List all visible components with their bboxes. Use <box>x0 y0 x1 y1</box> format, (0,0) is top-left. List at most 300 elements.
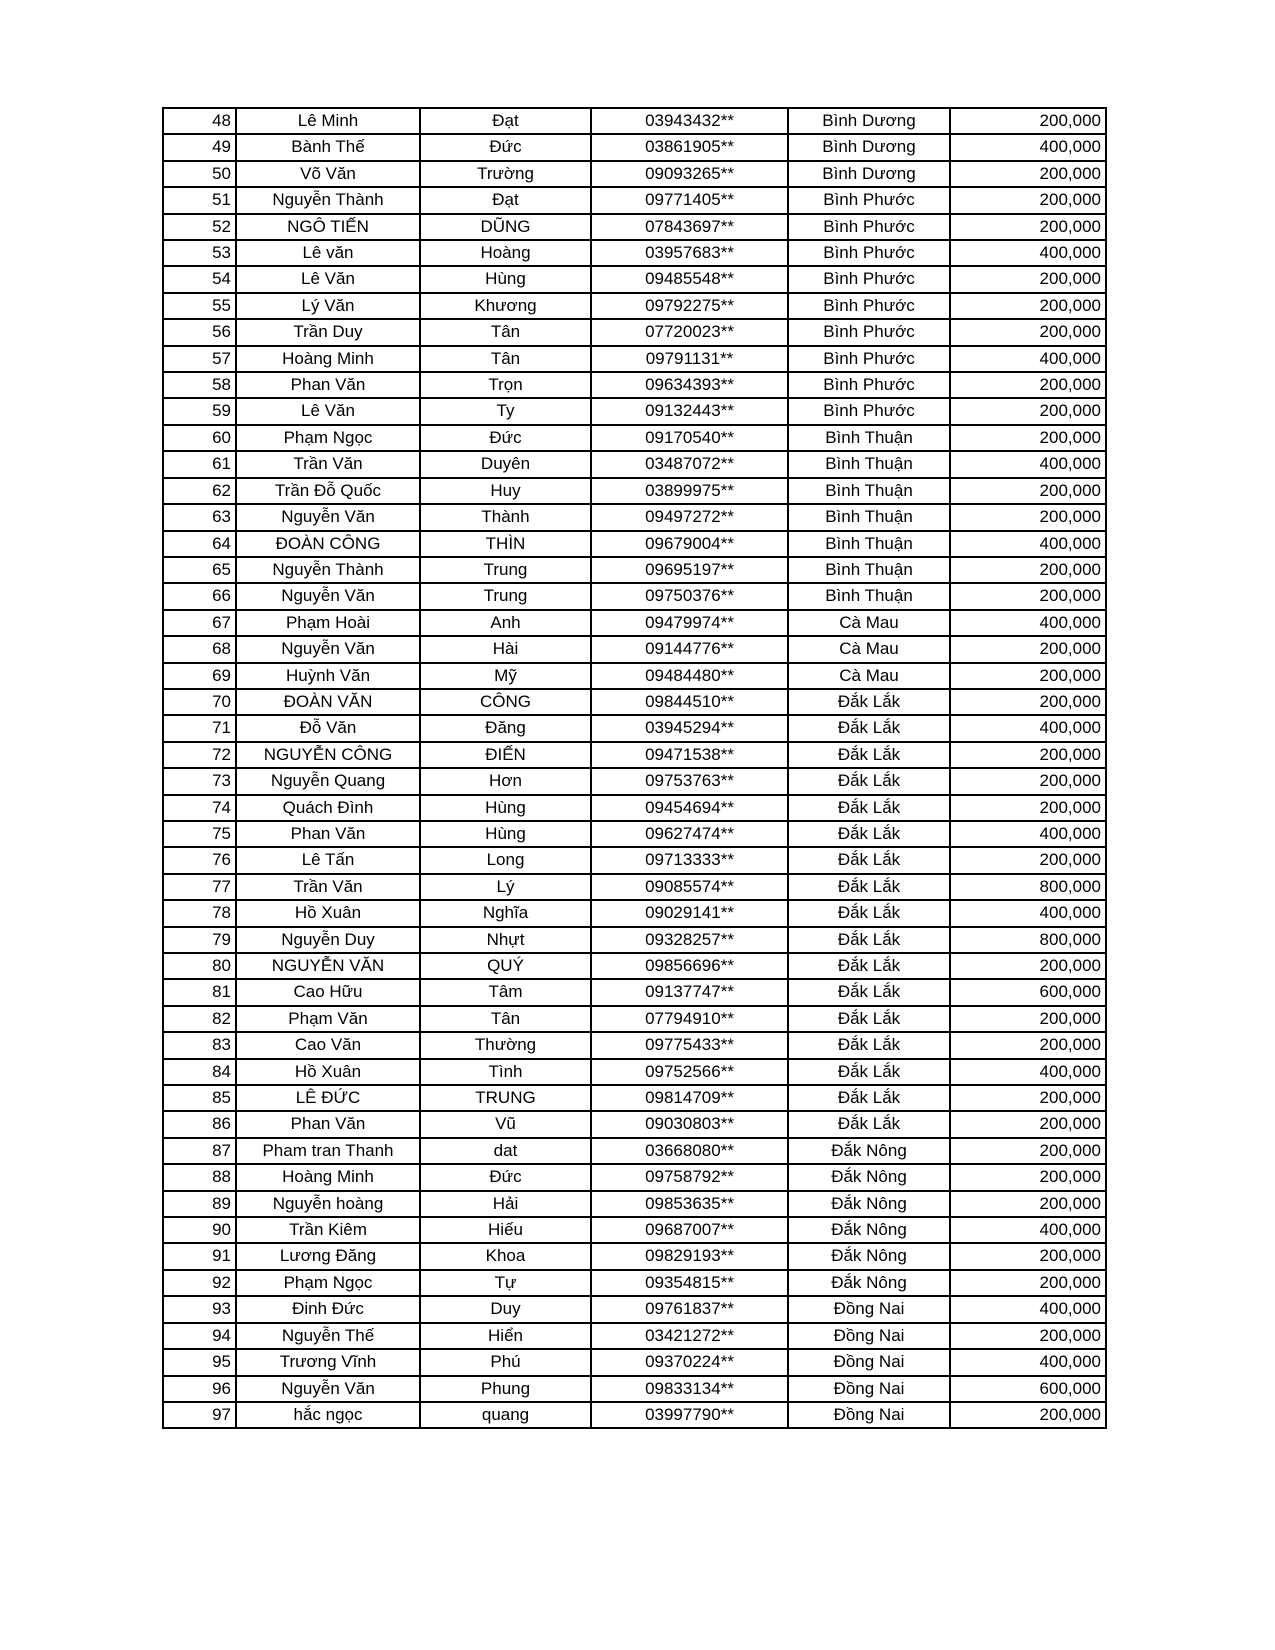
table-row <box>163 161 1106 187</box>
cell-stt: 53 <box>163 240 236 266</box>
cell-stt: 79 <box>163 927 236 953</box>
cell-ten: THÌN <box>420 531 591 557</box>
table-row <box>163 795 1106 821</box>
cell-ten: Hải <box>420 1191 591 1217</box>
cell-phone: 09752566** <box>591 1059 788 1085</box>
cell-ho: Phan Văn <box>236 821 420 847</box>
cell-province: Đắk Lắk <box>788 847 950 873</box>
cell-province: Đắk Lắk <box>788 927 950 953</box>
cell-stt: 95 <box>163 1349 236 1375</box>
cell-ten: Đức <box>420 134 591 160</box>
table-row <box>163 1032 1106 1058</box>
cell-province: Bình Phước <box>788 346 950 372</box>
table-row <box>163 319 1106 345</box>
cell-province: Bình Thuận <box>788 504 950 530</box>
cell-stt: 64 <box>163 531 236 557</box>
cell-province: Đắk Lắk <box>788 900 950 926</box>
cell-amount: 200,000 <box>950 742 1106 768</box>
cell-amount: 200,000 <box>950 953 1106 979</box>
cell-phone: 03899975** <box>591 478 788 504</box>
cell-province: Bình Thuận <box>788 531 950 557</box>
cell-amount: 200,000 <box>950 636 1106 662</box>
cell-phone: 03945294** <box>591 715 788 741</box>
cell-amount: 200,000 <box>950 1032 1106 1058</box>
cell-ho: Phan Văn <box>236 372 420 398</box>
cell-stt: 62 <box>163 478 236 504</box>
cell-amount: 200,000 <box>950 425 1106 451</box>
cell-province: Bình Phước <box>788 266 950 292</box>
cell-amount: 200,000 <box>950 1323 1106 1349</box>
cell-stt: 82 <box>163 1006 236 1032</box>
cell-ho: Hồ Xuân <box>236 1059 420 1085</box>
cell-ho: Lê Văn <box>236 266 420 292</box>
table-row <box>163 531 1106 557</box>
cell-ho: Nguyễn Thành <box>236 557 420 583</box>
cell-ho: NGÔ TIẾN <box>236 214 420 240</box>
cell-amount: 200,000 <box>950 795 1106 821</box>
cell-stt: 92 <box>163 1270 236 1296</box>
cell-ten: Đạt <box>420 108 591 134</box>
cell-ho: Hoàng Minh <box>236 346 420 372</box>
table-row <box>163 610 1106 636</box>
table-row <box>163 266 1106 292</box>
cell-phone: 03421272** <box>591 1323 788 1349</box>
cell-phone: 09328257** <box>591 927 788 953</box>
cell-ho: Phan Văn <box>236 1111 420 1137</box>
cell-ho: Phạm Văn <box>236 1006 420 1032</box>
cell-stt: 90 <box>163 1217 236 1243</box>
cell-stt: 51 <box>163 187 236 213</box>
cell-ten: Phung <box>420 1376 591 1402</box>
cell-phone: 09695197** <box>591 557 788 583</box>
cell-amount: 200,000 <box>950 689 1106 715</box>
cell-stt: 86 <box>163 1111 236 1137</box>
cell-stt: 48 <box>163 108 236 134</box>
cell-ten: Duyên <box>420 451 591 477</box>
cell-phone: 09792275** <box>591 293 788 319</box>
cell-ho: Phạm Ngọc <box>236 425 420 451</box>
cell-stt: 68 <box>163 636 236 662</box>
cell-stt: 85 <box>163 1085 236 1111</box>
cell-ho: Nguyễn Văn <box>236 504 420 530</box>
cell-province: Bình Phước <box>788 398 950 424</box>
cell-stt: 75 <box>163 821 236 847</box>
cell-province: Cà Mau <box>788 610 950 636</box>
table-row <box>163 900 1106 926</box>
cell-province: Đồng Nai <box>788 1323 950 1349</box>
cell-stt: 81 <box>163 979 236 1005</box>
cell-province: Bình Dương <box>788 161 950 187</box>
cell-stt: 74 <box>163 795 236 821</box>
cell-ho: Trần Duy <box>236 319 420 345</box>
cell-amount: 200,000 <box>950 266 1106 292</box>
cell-ho: Cao Văn <box>236 1032 420 1058</box>
cell-ten: Hùng <box>420 795 591 821</box>
table-row <box>163 293 1106 319</box>
cell-amount: 400,000 <box>950 1349 1106 1375</box>
table-row <box>163 1376 1106 1402</box>
cell-phone: 03943432** <box>591 108 788 134</box>
cell-province: Cà Mau <box>788 636 950 662</box>
cell-amount: 200,000 <box>950 1111 1106 1137</box>
cell-amount: 200,000 <box>950 319 1106 345</box>
cell-amount: 200,000 <box>950 1006 1106 1032</box>
cell-amount: 200,000 <box>950 398 1106 424</box>
cell-phone: 09484480** <box>591 663 788 689</box>
cell-ten: Mỹ <box>420 663 591 689</box>
cell-phone: 09497272** <box>591 504 788 530</box>
cell-province: Đắk Nông <box>788 1243 950 1269</box>
cell-stt: 63 <box>163 504 236 530</box>
cell-ho: Lý Văn <box>236 293 420 319</box>
cell-province: Đắk Lắk <box>788 715 950 741</box>
cell-phone: 07843697** <box>591 214 788 240</box>
cell-ten: Phú <box>420 1349 591 1375</box>
cell-ho: Trần Kiêm <box>236 1217 420 1243</box>
table-row <box>163 1059 1106 1085</box>
cell-phone: 03997790** <box>591 1402 788 1428</box>
cell-amount: 200,000 <box>950 1243 1106 1269</box>
cell-stt: 65 <box>163 557 236 583</box>
cell-ho: Trần Đỗ Quốc <box>236 478 420 504</box>
cell-phone: 03668080** <box>591 1138 788 1164</box>
cell-phone: 09479974** <box>591 610 788 636</box>
cell-phone: 09471538** <box>591 742 788 768</box>
cell-ten: Tâm <box>420 979 591 1005</box>
table-row <box>163 1349 1106 1375</box>
table-row <box>163 478 1106 504</box>
cell-phone: 09093265** <box>591 161 788 187</box>
cell-amount: 600,000 <box>950 979 1106 1005</box>
cell-stt: 50 <box>163 161 236 187</box>
cell-ho: Phạm Hoài <box>236 610 420 636</box>
cell-ten: Đạt <box>420 187 591 213</box>
cell-stt: 83 <box>163 1032 236 1058</box>
table-row <box>163 1111 1106 1137</box>
cell-province: Đắk Lắk <box>788 768 950 794</box>
table-body <box>163 108 1106 1428</box>
cell-stt: 76 <box>163 847 236 873</box>
cell-province: Đắk Lắk <box>788 874 950 900</box>
cell-ten: Đức <box>420 425 591 451</box>
cell-phone: 09856696** <box>591 953 788 979</box>
cell-stt: 93 <box>163 1296 236 1322</box>
cell-phone: 09687007** <box>591 1217 788 1243</box>
cell-ten: Anh <box>420 610 591 636</box>
cell-ten: Thường <box>420 1032 591 1058</box>
cell-amount: 800,000 <box>950 874 1106 900</box>
cell-phone: 09771405** <box>591 187 788 213</box>
table-row <box>163 346 1106 372</box>
table-row <box>163 768 1106 794</box>
cell-ho: Nguyễn Thế <box>236 1323 420 1349</box>
cell-stt: 94 <box>163 1323 236 1349</box>
cell-ho: Pham tran Thanh <box>236 1138 420 1164</box>
table-row <box>163 108 1106 134</box>
cell-amount: 200,000 <box>950 1138 1106 1164</box>
cell-ho: Huỳnh Văn <box>236 663 420 689</box>
cell-province: Cà Mau <box>788 663 950 689</box>
cell-ten: Lý <box>420 874 591 900</box>
cell-amount: 200,000 <box>950 187 1106 213</box>
cell-amount: 200,000 <box>950 1402 1106 1428</box>
table-row <box>163 583 1106 609</box>
cell-amount: 400,000 <box>950 451 1106 477</box>
cell-ten: Khoa <box>420 1243 591 1269</box>
cell-phone: 09029141** <box>591 900 788 926</box>
cell-ho: Nguyễn Quang <box>236 768 420 794</box>
cell-phone: 09085574** <box>591 874 788 900</box>
table-row <box>163 715 1106 741</box>
cell-stt: 71 <box>163 715 236 741</box>
cell-ten: Huy <box>420 478 591 504</box>
cell-phone: 09750376** <box>591 583 788 609</box>
cell-amount: 800,000 <box>950 927 1106 953</box>
table-row <box>163 742 1106 768</box>
cell-ten: Tự <box>420 1270 591 1296</box>
cell-stt: 56 <box>163 319 236 345</box>
table-row <box>163 663 1106 689</box>
cell-amount: 200,000 <box>950 372 1106 398</box>
cell-ten: Vũ <box>420 1111 591 1137</box>
cell-province: Đắk Lắk <box>788 795 950 821</box>
table-row <box>163 1402 1106 1428</box>
cell-amount: 200,000 <box>950 108 1106 134</box>
cell-ten: dat <box>420 1138 591 1164</box>
cell-province: Bình Phước <box>788 372 950 398</box>
cell-amount: 400,000 <box>950 900 1106 926</box>
cell-ten: Nghĩa <box>420 900 591 926</box>
cell-amount: 400,000 <box>950 240 1106 266</box>
cell-amount: 400,000 <box>950 346 1106 372</box>
recipient-table <box>162 107 1107 1429</box>
cell-ho: Trương Vĩnh <box>236 1349 420 1375</box>
cell-province: Bình Phước <box>788 187 950 213</box>
cell-ho: Lê Tấn <box>236 847 420 873</box>
cell-province: Đắk Nông <box>788 1270 950 1296</box>
cell-province: Đắk Lắk <box>788 742 950 768</box>
cell-amount: 200,000 <box>950 1085 1106 1111</box>
cell-ho: Lương Đăng <box>236 1243 420 1269</box>
cell-amount: 200,000 <box>950 161 1106 187</box>
table-row <box>163 187 1106 213</box>
cell-amount: 200,000 <box>950 847 1106 873</box>
cell-province: Đắk Nông <box>788 1164 950 1190</box>
table-row <box>163 821 1106 847</box>
cell-phone: 09833134** <box>591 1376 788 1402</box>
table-row <box>163 425 1106 451</box>
cell-ten: Thành <box>420 504 591 530</box>
cell-ho: Nguyễn Thành <box>236 187 420 213</box>
cell-ten: Hơn <box>420 768 591 794</box>
cell-phone: 09030803** <box>591 1111 788 1137</box>
cell-province: Đồng Nai <box>788 1376 950 1402</box>
cell-ten: Trọn <box>420 372 591 398</box>
cell-province: Đắk Lắk <box>788 979 950 1005</box>
cell-phone: 07794910** <box>591 1006 788 1032</box>
cell-ten: Trung <box>420 583 591 609</box>
cell-province: Đồng Nai <box>788 1349 950 1375</box>
cell-ten: Long <box>420 847 591 873</box>
cell-province: Bình Phước <box>788 240 950 266</box>
cell-province: Đắk Lắk <box>788 689 950 715</box>
cell-amount: 200,000 <box>950 478 1106 504</box>
cell-province: Đắk Nông <box>788 1217 950 1243</box>
cell-ho: Nguyễn hoàng <box>236 1191 420 1217</box>
cell-amount: 200,000 <box>950 1191 1106 1217</box>
cell-stt: 97 <box>163 1402 236 1428</box>
cell-province: Đồng Nai <box>788 1402 950 1428</box>
cell-ho: Bành Thế <box>236 134 420 160</box>
cell-stt: 70 <box>163 689 236 715</box>
cell-province: Bình Dương <box>788 134 950 160</box>
cell-ten: Nhựt <box>420 927 591 953</box>
table-row <box>163 927 1106 953</box>
cell-phone: 09354815** <box>591 1270 788 1296</box>
cell-ten: Tình <box>420 1059 591 1085</box>
cell-ten: Đăng <box>420 715 591 741</box>
cell-amount: 600,000 <box>950 1376 1106 1402</box>
table-row <box>163 1164 1106 1190</box>
cell-amount: 400,000 <box>950 134 1106 160</box>
cell-stt: 67 <box>163 610 236 636</box>
cell-stt: 78 <box>163 900 236 926</box>
cell-stt: 66 <box>163 583 236 609</box>
cell-province: Bình Phước <box>788 319 950 345</box>
cell-province: Bình Dương <box>788 108 950 134</box>
cell-stt: 60 <box>163 425 236 451</box>
cell-stt: 77 <box>163 874 236 900</box>
cell-province: Bình Phước <box>788 214 950 240</box>
cell-ten: Tân <box>420 346 591 372</box>
cell-ten: Hiếu <box>420 1217 591 1243</box>
table-row <box>163 636 1106 662</box>
table-row <box>163 1296 1106 1322</box>
cell-ten: Hiển <box>420 1323 591 1349</box>
cell-phone: 09170540** <box>591 425 788 451</box>
cell-province: Đắk Nông <box>788 1191 950 1217</box>
cell-province: Đắk Lắk <box>788 1032 950 1058</box>
cell-phone: 07720023** <box>591 319 788 345</box>
cell-ten: QUÝ <box>420 953 591 979</box>
cell-stt: 61 <box>163 451 236 477</box>
cell-stt: 89 <box>163 1191 236 1217</box>
table-row <box>163 134 1106 160</box>
table-row <box>163 1138 1106 1164</box>
table-row <box>163 1085 1106 1111</box>
table-row <box>163 1217 1106 1243</box>
cell-phone: 09853635** <box>591 1191 788 1217</box>
cell-phone: 09144776** <box>591 636 788 662</box>
cell-ten: Khương <box>420 293 591 319</box>
cell-phone: 09844510** <box>591 689 788 715</box>
table-row <box>163 689 1106 715</box>
cell-stt: 59 <box>163 398 236 424</box>
cell-stt: 87 <box>163 1138 236 1164</box>
cell-phone: 03861905** <box>591 134 788 160</box>
table-row <box>163 240 1106 266</box>
cell-amount: 200,000 <box>950 557 1106 583</box>
cell-province: Đắk Lắk <box>788 1006 950 1032</box>
cell-ho: Phạm Ngọc <box>236 1270 420 1296</box>
table-row <box>163 557 1106 583</box>
cell-phone: 09775433** <box>591 1032 788 1058</box>
cell-stt: 58 <box>163 372 236 398</box>
cell-ho: ĐOÀN CÔNG <box>236 531 420 557</box>
cell-ho: Nguyễn Duy <box>236 927 420 953</box>
cell-phone: 09829193** <box>591 1243 788 1269</box>
cell-phone: 09370224** <box>591 1349 788 1375</box>
table-row <box>163 1270 1106 1296</box>
cell-ho: Cao Hữu <box>236 979 420 1005</box>
cell-stt: 88 <box>163 1164 236 1190</box>
cell-province: Đắk Nông <box>788 1138 950 1164</box>
cell-amount: 400,000 <box>950 610 1106 636</box>
cell-amount: 200,000 <box>950 214 1106 240</box>
table-row <box>163 372 1106 398</box>
cell-ho: Nguyễn Văn <box>236 1376 420 1402</box>
cell-province: Đắk Lắk <box>788 1059 950 1085</box>
cell-ho: LÊ ĐỨC <box>236 1085 420 1111</box>
cell-ho: Lê văn <box>236 240 420 266</box>
table-row <box>163 847 1106 873</box>
cell-phone: 03957683** <box>591 240 788 266</box>
cell-ho: Võ Văn <box>236 161 420 187</box>
cell-phone: 09713333** <box>591 847 788 873</box>
cell-phone: 03487072** <box>591 451 788 477</box>
cell-ho: Đỗ Văn <box>236 715 420 741</box>
cell-ho: hắc ngọc <box>236 1402 420 1428</box>
cell-stt: 54 <box>163 266 236 292</box>
cell-ho: Lê Văn <box>236 398 420 424</box>
cell-province: Đắk Lắk <box>788 821 950 847</box>
cell-ho: Đinh Đức <box>236 1296 420 1322</box>
cell-amount: 400,000 <box>950 1217 1106 1243</box>
cell-ten: Ty <box>420 398 591 424</box>
cell-ten: CÔNG <box>420 689 591 715</box>
cell-amount: 400,000 <box>950 1059 1106 1085</box>
cell-stt: 69 <box>163 663 236 689</box>
cell-ten: Hùng <box>420 266 591 292</box>
cell-province: Đắk Lắk <box>788 953 950 979</box>
cell-amount: 200,000 <box>950 1164 1106 1190</box>
cell-ten: quang <box>420 1402 591 1428</box>
cell-ho: NGUYỄN CÔNG <box>236 742 420 768</box>
cell-ten: Hài <box>420 636 591 662</box>
cell-ho: Nguyễn Văn <box>236 583 420 609</box>
table-row <box>163 979 1106 1005</box>
cell-phone: 09758792** <box>591 1164 788 1190</box>
cell-amount: 200,000 <box>950 504 1106 530</box>
cell-province: Bình Thuận <box>788 583 950 609</box>
cell-stt: 84 <box>163 1059 236 1085</box>
cell-ten: Trung <box>420 557 591 583</box>
cell-stt: 55 <box>163 293 236 319</box>
cell-ho: Lê Minh <box>236 108 420 134</box>
cell-phone: 09761837** <box>591 1296 788 1322</box>
cell-stt: 91 <box>163 1243 236 1269</box>
cell-amount: 400,000 <box>950 821 1106 847</box>
cell-stt: 73 <box>163 768 236 794</box>
cell-province: Đồng Nai <box>788 1296 950 1322</box>
cell-amount: 200,000 <box>950 293 1106 319</box>
cell-ho: Quách Đình <box>236 795 420 821</box>
cell-ten: ĐIẾN <box>420 742 591 768</box>
cell-ho: NGUYỄN VĂN <box>236 953 420 979</box>
cell-phone: 09137747** <box>591 979 788 1005</box>
cell-ten: Hoàng <box>420 240 591 266</box>
cell-phone: 09814709** <box>591 1085 788 1111</box>
